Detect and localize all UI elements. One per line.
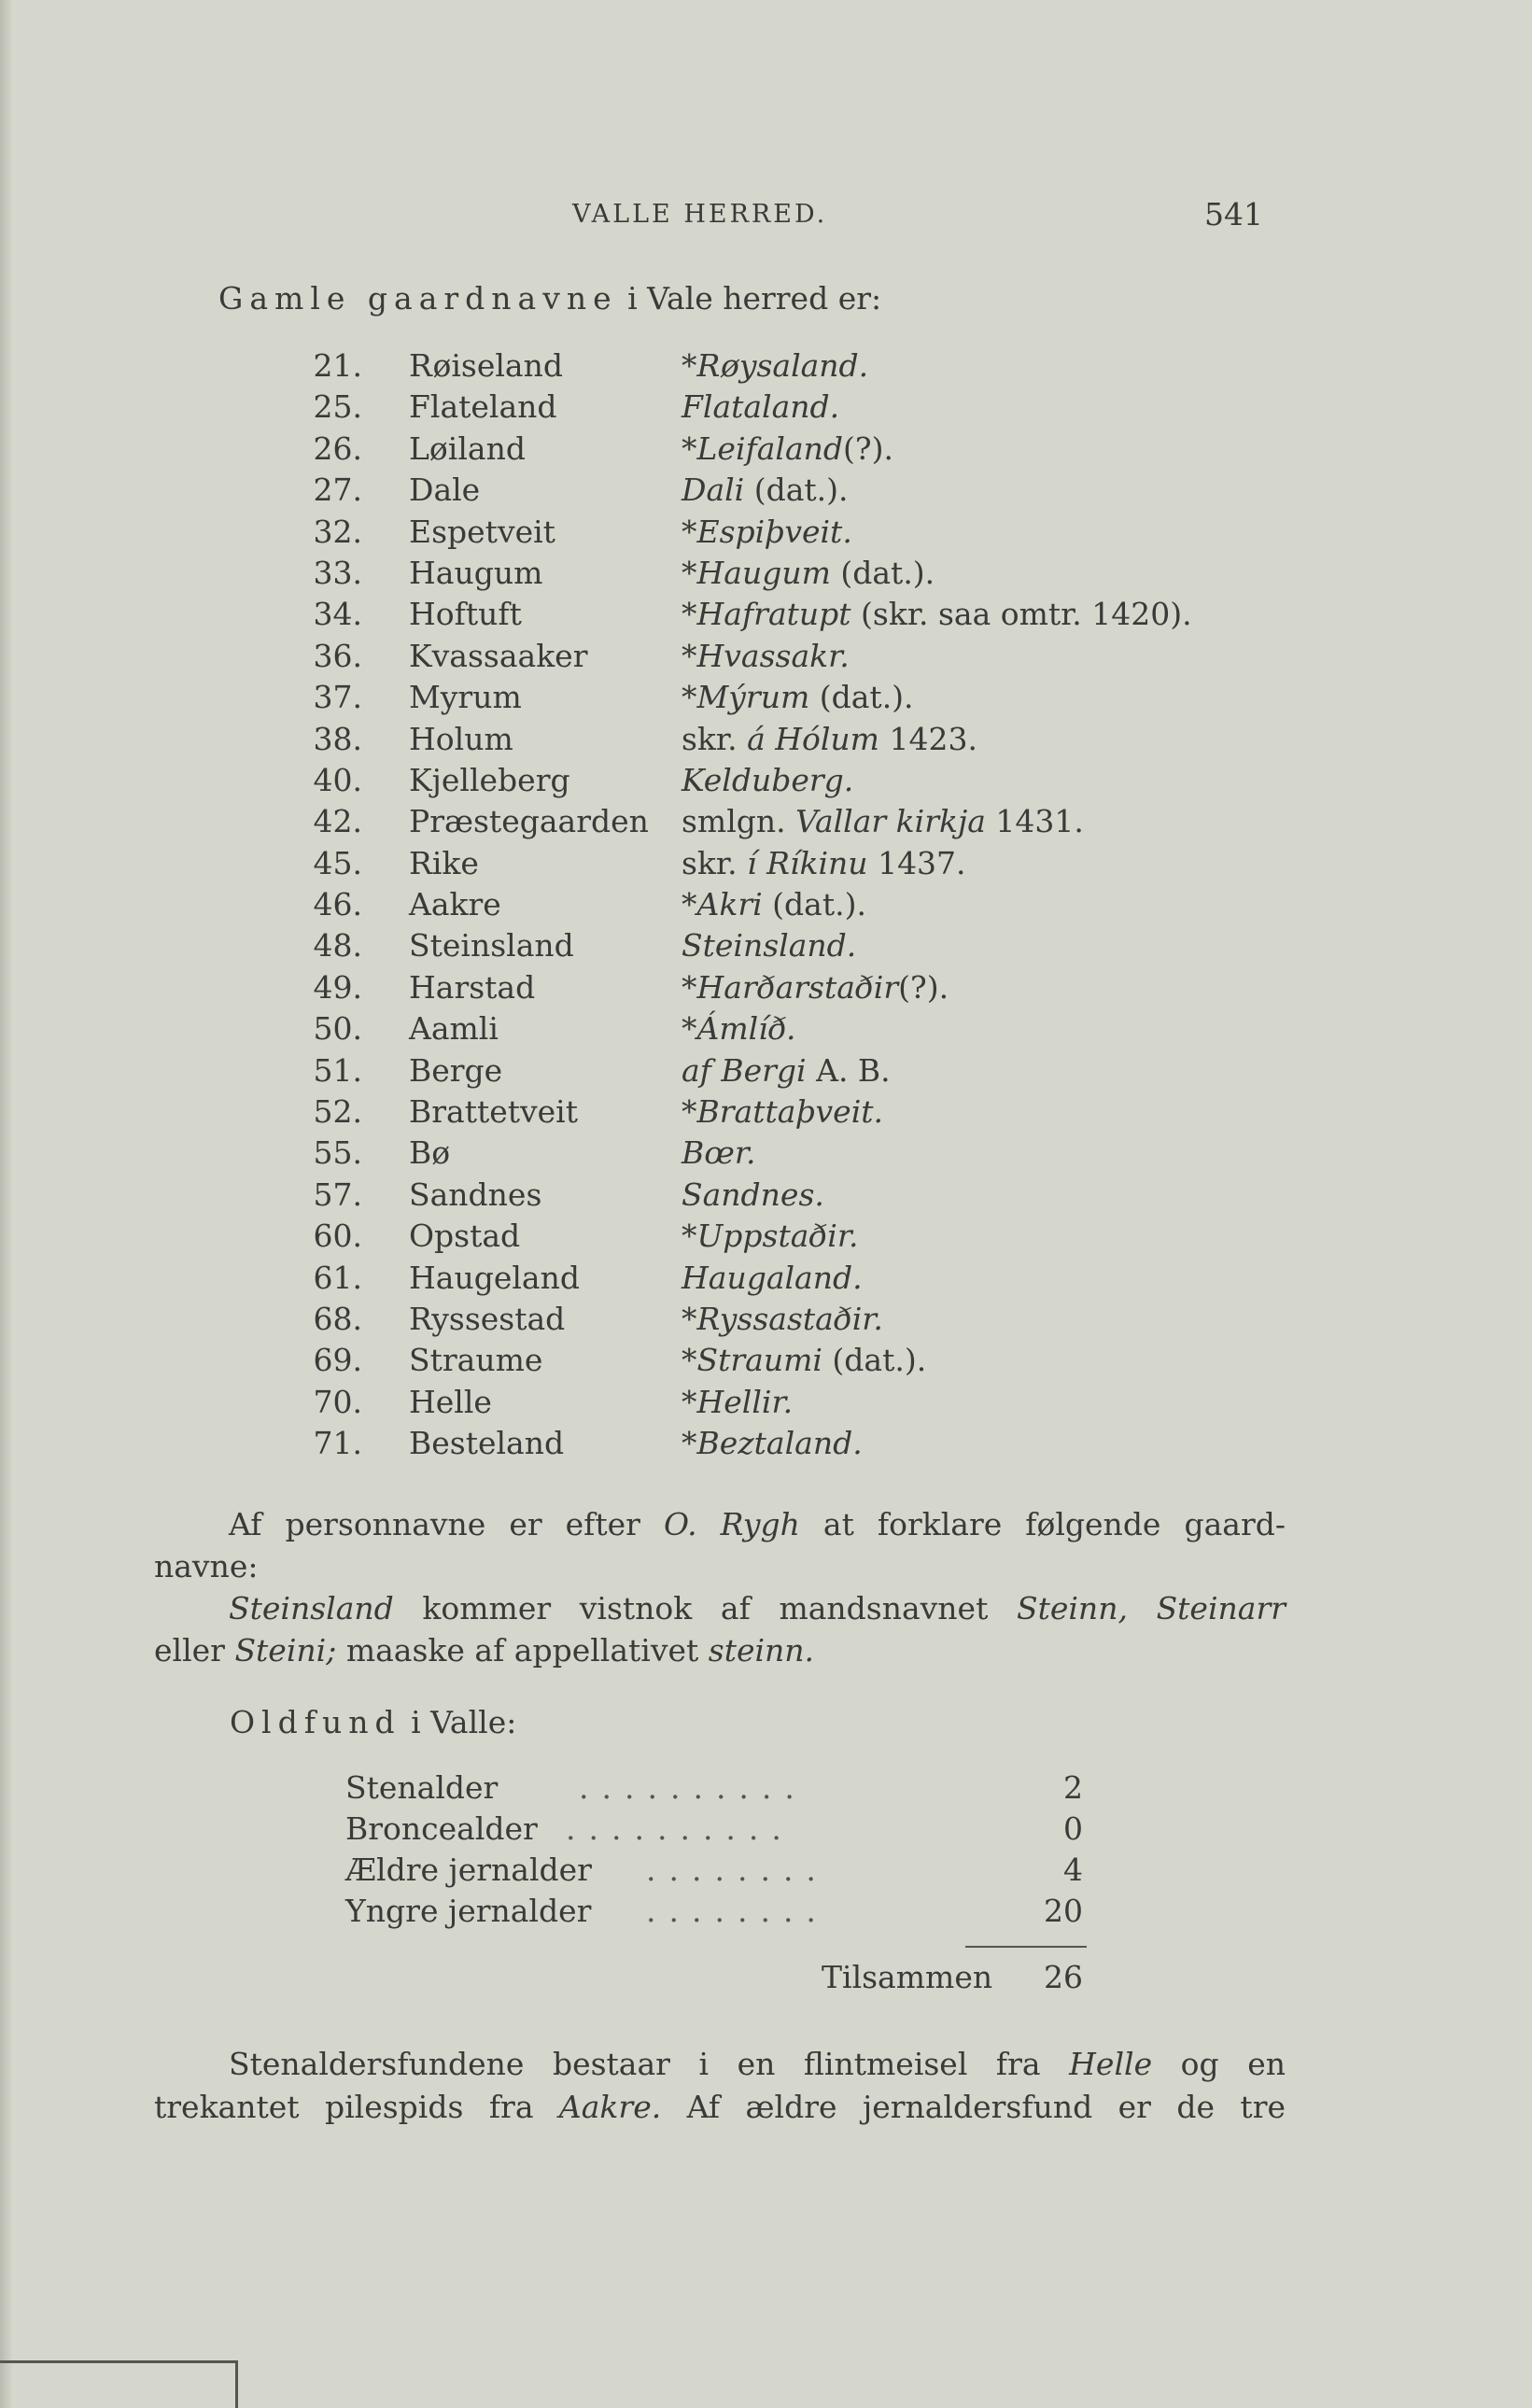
find-count: 4 <box>1063 1852 1083 1888</box>
farm-number: 45. <box>313 844 362 881</box>
find-row <box>345 1852 1092 1893</box>
farm-number: 51. <box>313 1051 362 1089</box>
farm-row <box>0 1010 1532 1051</box>
farm-modern-name: Harstad <box>409 968 536 1006</box>
farm-old-name: *Brattaþveit. <box>682 1093 883 1131</box>
farm-row <box>0 1384 1532 1425</box>
farm-modern-name: Helle <box>409 1383 492 1420</box>
corner-rule-vertical <box>235 2360 238 2408</box>
farm-modern-name: Aakre <box>409 886 501 923</box>
farm-old-name: Dali (dat.). <box>682 472 849 509</box>
find-leader-dots: .......... <box>579 1769 808 1806</box>
farm-number: 27. <box>313 472 362 509</box>
farm-row <box>0 1301 1532 1342</box>
farm-row <box>0 638 1532 679</box>
farm-number: 26. <box>313 429 362 467</box>
find-leader-dots: ........ <box>646 1893 829 1929</box>
find-count: 20 <box>1044 1893 1083 1929</box>
farm-number: 49. <box>313 968 362 1006</box>
page-number: 541 <box>1204 196 1263 232</box>
finds-table <box>345 1769 1092 1934</box>
farm-modern-name: Bø <box>409 1134 451 1172</box>
find-count: 0 <box>1063 1810 1083 1847</box>
farm-row <box>0 430 1532 472</box>
para1-line3: Steinsland kommer vistnok af mandsnavnet Steinn, Steinarr <box>229 1590 1286 1626</box>
farm-modern-name: Dale <box>409 472 481 509</box>
farm-old-name: *Hellir. <box>682 1383 794 1420</box>
para2-line2: trekantet pilespids fra Aakre. Af ældre jernaldersfund er de tre <box>154 2089 1286 2125</box>
farm-row <box>0 886 1532 927</box>
total-label: Tilsammen <box>822 1959 993 1995</box>
farm-number: 34. <box>313 596 362 633</box>
find-row <box>345 1893 1092 1934</box>
farm-old-name: *Akri (dat.). <box>682 886 866 923</box>
farm-number: 48. <box>313 927 362 965</box>
farm-modern-name: Myrum <box>409 679 522 716</box>
farm-number: 61. <box>313 1259 362 1296</box>
farm-old-name: Steinsland. <box>682 927 857 965</box>
intro-rest: i Vale herred er: <box>617 280 882 317</box>
farm-row <box>0 1425 1532 1466</box>
farm-old-name: *Harðarstaðir(?). <box>682 968 949 1006</box>
farm-old-name: *Straumi (dat.). <box>682 1342 927 1379</box>
oldfund-heading-spaced: Oldfund <box>230 1704 401 1740</box>
farm-old-name: Sandnes. <box>682 1176 824 1213</box>
farm-old-name: Bœr. <box>682 1134 756 1172</box>
farm-row <box>0 596 1532 637</box>
farm-old-name: *Ryssastaðir. <box>682 1300 883 1337</box>
stone-age-paragraph <box>154 2043 1286 2129</box>
farm-old-name: *Hafratupt (skr. saa omtr. 1420). <box>682 596 1192 633</box>
farm-old-name: af Bergi A. B. <box>682 1051 891 1089</box>
farm-modern-name: Besteland <box>409 1425 565 1462</box>
farm-old-name: *Mýrum (dat.). <box>682 679 914 716</box>
farm-row <box>0 927 1532 968</box>
farm-old-name: Haugaland. <box>682 1259 863 1296</box>
oldfund-heading <box>230 1704 516 1740</box>
farm-number: 50. <box>313 1010 362 1048</box>
farm-row <box>0 679 1532 720</box>
sum-divider <box>965 1946 1087 1948</box>
farm-row <box>0 472 1532 513</box>
find-count: 2 <box>1063 1769 1083 1806</box>
farm-modern-name: Steinsland <box>409 927 574 965</box>
para1-line4: eller Steini; maaske af appellativet steinn. <box>154 1632 815 1669</box>
farm-modern-name: Hoftuft <box>409 596 522 633</box>
farm-name-list <box>0 347 1532 1467</box>
farm-number: 60. <box>313 1218 362 1255</box>
personal-names-paragraph <box>154 1503 1286 1671</box>
farm-row <box>0 1093 1532 1134</box>
page-header <box>0 196 1532 237</box>
farm-modern-name: Kjelleberg <box>409 761 570 798</box>
farm-number: 70. <box>313 1383 362 1420</box>
farm-row <box>0 555 1532 596</box>
farm-number: 46. <box>313 886 362 923</box>
para2-line1: Stenaldersfundene bestaar i en flintmeisel fra Helle og en <box>229 2046 1286 2082</box>
farm-modern-name: Sandnes <box>409 1176 542 1213</box>
farm-modern-name: Brattetveit <box>409 1093 579 1131</box>
farm-number: 52. <box>313 1093 362 1131</box>
find-period: Ældre jernalder <box>345 1852 592 1888</box>
farm-modern-name: Løiland <box>409 429 526 467</box>
farm-row <box>0 1218 1532 1259</box>
farm-modern-name: Aamli <box>409 1010 499 1048</box>
farm-row <box>0 514 1532 555</box>
farm-old-name: *Uppstaðir. <box>682 1218 859 1255</box>
intro-heading: Gamle gaardnavne <box>218 280 618 317</box>
farm-number: 57. <box>313 1176 362 1213</box>
farm-number: 32. <box>313 513 362 550</box>
farm-old-name: skr. í Ríkinu 1437. <box>682 844 966 881</box>
farm-old-name: *Haugum (dat.). <box>682 554 935 591</box>
farm-modern-name: Berge <box>409 1051 503 1089</box>
para1-line2: navne: <box>154 1548 259 1584</box>
find-row <box>345 1769 1092 1810</box>
farm-old-name: Flataland. <box>682 388 840 426</box>
farm-row <box>0 1260 1532 1301</box>
para1-line1: Af personnavne er efter O. Rygh at forklare følgende gaard- <box>229 1506 1286 1542</box>
farm-modern-name: Ryssestad <box>409 1300 566 1337</box>
farm-number: 25. <box>313 388 362 426</box>
farm-row <box>0 1176 1532 1218</box>
running-title: VALLE HERRED. <box>572 200 828 229</box>
farm-old-name: *Beztaland. <box>682 1425 863 1462</box>
farm-number: 55. <box>313 1134 362 1172</box>
farm-number: 37. <box>313 679 362 716</box>
farm-modern-name: Rike <box>409 844 479 881</box>
find-row <box>345 1810 1092 1852</box>
oldfund-heading-rest: i Valle: <box>401 1704 517 1740</box>
farm-modern-name: Haugum <box>409 554 543 591</box>
farm-number: 71. <box>313 1425 362 1462</box>
find-period: Stenalder <box>345 1769 499 1806</box>
farm-modern-name: Holum <box>409 720 513 757</box>
farm-list-intro <box>218 280 881 317</box>
farm-number: 33. <box>313 554 362 591</box>
farm-number: 36. <box>313 637 362 674</box>
farm-old-name: smlgn. Vallar kirkja 1431. <box>682 803 1084 840</box>
find-leader-dots: .......... <box>566 1810 794 1847</box>
farm-modern-name: Flateland <box>409 388 557 426</box>
farm-old-name: *Ámlíð. <box>682 1010 796 1048</box>
total-value: 26 <box>1044 1959 1083 1995</box>
farm-row <box>0 969 1532 1010</box>
farm-old-name: *Røysaland. <box>682 347 869 384</box>
find-period: Yngre jernalder <box>345 1893 592 1929</box>
farm-modern-name: Kvassaaker <box>409 637 588 674</box>
farm-number: 40. <box>313 761 362 798</box>
farm-modern-name: Straume <box>409 1342 543 1379</box>
farm-number: 69. <box>313 1342 362 1379</box>
farm-row <box>0 1052 1532 1093</box>
farm-row <box>0 388 1532 429</box>
farm-row <box>0 347 1532 388</box>
farm-row <box>0 762 1532 803</box>
farm-number: 42. <box>313 803 362 840</box>
farm-old-name: Kelduberg. <box>682 761 854 798</box>
farm-old-name: *Leifaland(?). <box>682 429 893 467</box>
farm-old-name: skr. á Hólum 1423. <box>682 720 977 757</box>
farm-number: 21. <box>313 347 362 384</box>
farm-modern-name: Opstad <box>409 1218 521 1255</box>
farm-row <box>0 845 1532 886</box>
farm-modern-name: Præstegaarden <box>409 803 649 840</box>
corner-rule-horizontal <box>0 2360 238 2363</box>
find-period: Broncealder <box>345 1810 538 1847</box>
farm-number: 38. <box>313 720 362 757</box>
farm-modern-name: Haugeland <box>409 1259 580 1296</box>
farm-number: 68. <box>313 1300 362 1337</box>
farm-row <box>0 1134 1532 1176</box>
farm-modern-name: Røiseland <box>409 347 563 384</box>
farm-row <box>0 1342 1532 1383</box>
find-leader-dots: ........ <box>646 1852 829 1888</box>
farm-old-name: *Espiþveit. <box>682 513 852 550</box>
farm-old-name: *Hvassakr. <box>682 637 850 674</box>
farm-row <box>0 721 1532 762</box>
farm-modern-name: Espetveit <box>409 513 555 550</box>
farm-row <box>0 803 1532 844</box>
